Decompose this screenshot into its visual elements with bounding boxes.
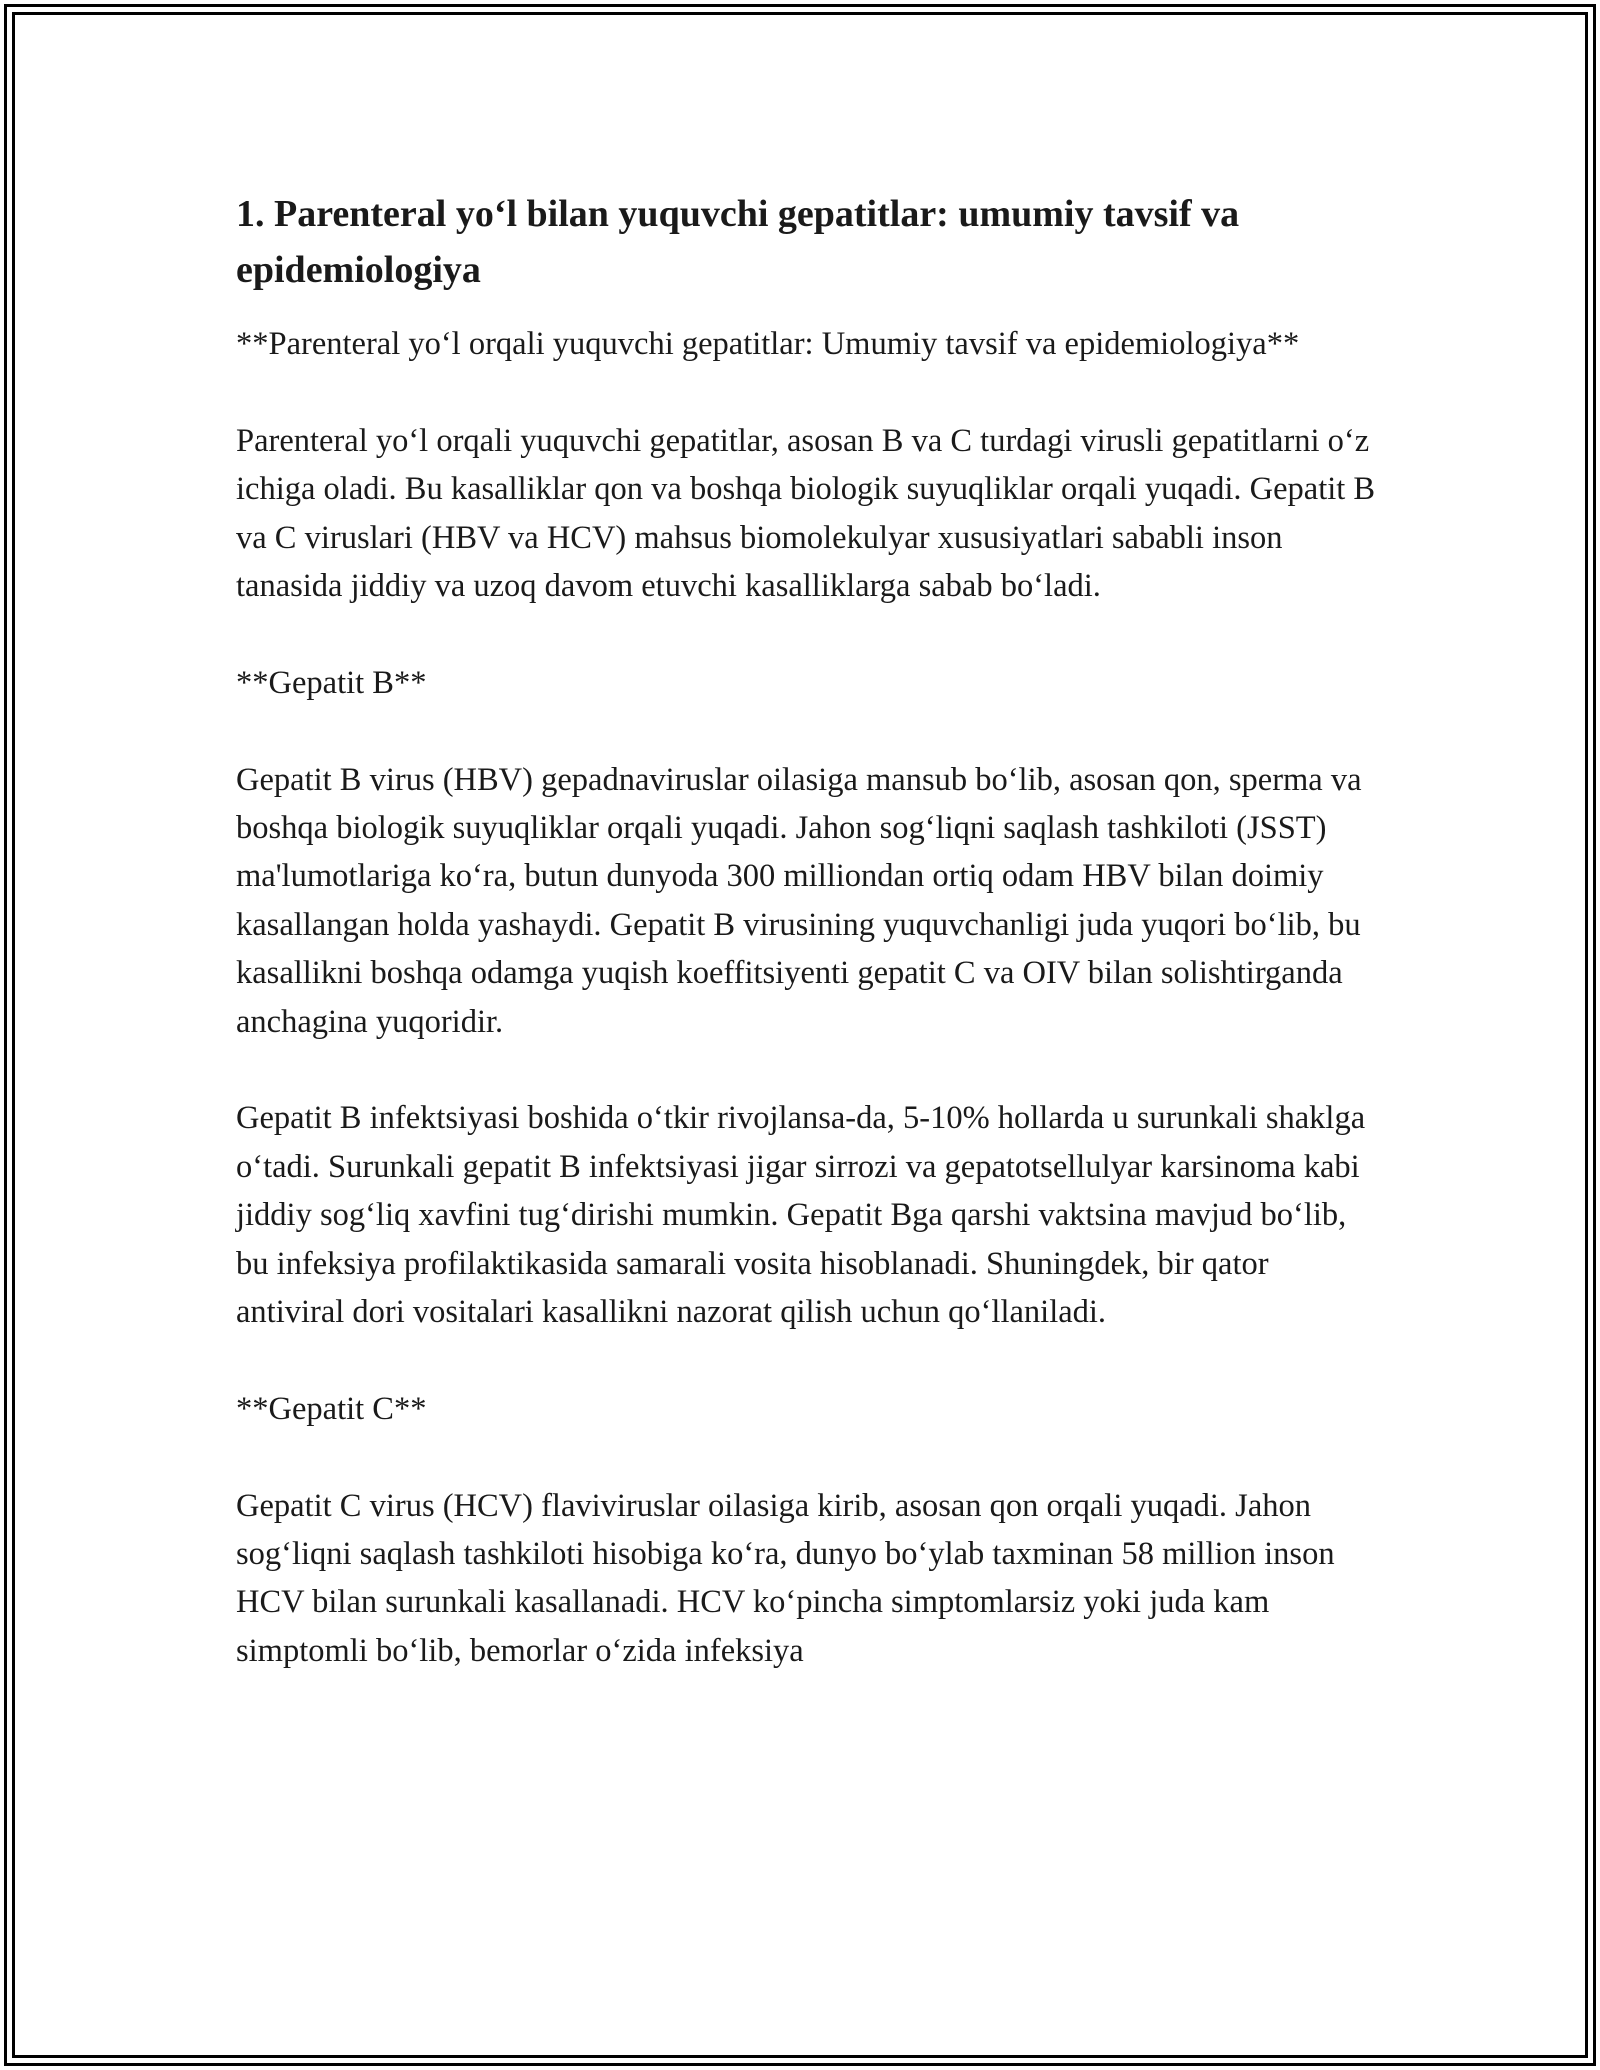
document-title: 1. Parenteral yo‘l bilan yuquvchi gepatitlar: umumiy tavsif va epidemiologiya	[236, 193, 1240, 291]
gepatit-b-paragraph-1: Gepatit B virus (HBV) gepadnaviruslar oilasiga mansub bo‘lib, asosan qon, sperma va boshqa biologik suyuqliklar orqali yuqadi. Jahon sog‘liqni saqlash tashkiloti (JSST) ma'lumotlariga ko‘ra, butun dunyoda 300 milliondan ortiq odam HBV bilan doimiy kasallangan holda yashaydi. Gepatit B virusining yuquvchanligi juda yuqori bo‘lib, bu kasallikni boshqa odamga yuqish koeffitsiyenti gepatit C va OIV bilan solishtirganda anchagina yuqoridir.	[236, 761, 1362, 1040]
section-heading-gepatit-c: **Gepatit C**	[236, 1390, 427, 1427]
gepatit-c-paragraph-1: Gepatit C virus (HCV) flaviviruslar oilasiga kirib, asosan qon orqali yuqadi. Jahon sog‘liqni saqlash tashkiloti hisobiga ko‘ra, dunyo bo‘ylab taxminan 58 million inson HCV bilan surunkali kasallanadi. HCV ko‘pincha simptomlarsiz yoki juda kam simptomli bo‘lib, bemorlar o‘zida infeksiya	[236, 1487, 1335, 1669]
subtitle-paragraph: **Parenteral yo‘l orqali yuquvchi gepatitlar: Umumiy tavsif va epidemiologiya**	[236, 326, 1300, 362]
intro-paragraph: Parenteral yo‘l orqali yuquvchi gepatitlar, asosan B va C turdagi virusli gepatitlarni o‘z ichiga oladi. Bu kasalliklar qon va boshqa biologik suyuqliklar orqali yuqadi. Gepatit B va C viruslari (HBV va HCV) mahsus biomolekulyar xususiyatlari sababli inson tanasida jiddiy va uzoq davom etuvchi kasalliklarga sabab bo‘ladi.	[236, 422, 1376, 605]
section-heading-gepatit-b: **Gepatit B**	[236, 664, 427, 701]
document-body	[236, 186, 1376, 1724]
gepatit-b-paragraph-2: Gepatit B infektsiyasi boshida o‘tkir rivojlansa-da, 5-10% hollarda u surunkali shaklga o‘tadi. Surunkali gepatit B infektsiyasi jigar sirrozi va gepatotsellulyar karsinoma kabi jiddiy sog‘liq xavfini tug‘dirishi mumkin. Gepatit Bga qarshi vaktsina mavjud bo‘lib, bu infeksiya profilaktikasida samarali vosita hisoblanadi. Shuningdek, bir qator antiviral dori vositalari kasallikni nazorat qilish uchun qo‘llaniladi.	[236, 1100, 1366, 1331]
